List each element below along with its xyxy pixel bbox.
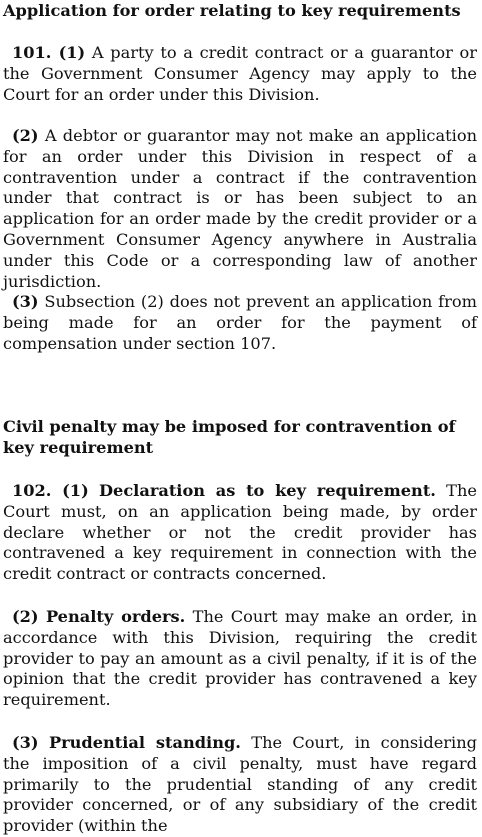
subsection-text: A debtor or guarantor may not make an application for an order under this Division in respect of a contravention under a contract if the contravention under that contract is or has been subject to an application for an order made by the credit provider or a Government Consumer Agency anywhere in Australia under this Code or a corresponding law of another jurisdiction. [3, 126, 477, 291]
section-101-heading: Application for order relating to key requirements [3, 1, 461, 20]
subsection-number: (3) [12, 292, 39, 311]
subsection-text: The Court, in considering the imposition of a civil penalty, must have regard primarily to the prudential standing of any credit provider concerned, or of any subsidiary of the credit provider (within the [3, 733, 477, 836]
subsection-title: Prudential standing. [48, 733, 241, 752]
subsection-number: (2) [12, 126, 39, 145]
subsection-text: A party to a credit contract or a guarantor or the Government Consumer Agency may apply to the Court for an order under this Division. [3, 43, 477, 104]
section-102-heading: Civil penalty may be imposed for contravention of key requirement [3, 417, 456, 457]
subsection-text: Subsection (2) does not prevent an application from being made for an order for the payment of compensation under section 107. [3, 292, 477, 353]
subsection-number: 101. (1) [12, 43, 86, 62]
subsection-title: Penalty orders. [45, 607, 186, 626]
section-101-subsection-1 [3, 43, 477, 105]
section-101-subsection-2 [3, 126, 477, 292]
subsection-text: The Court must, on an application being made, by order declare whether or not the credit provider has contravened a key requirement in connection with the credit contract or contracts concerned. [3, 481, 477, 584]
section-102-subsection-3 [3, 733, 477, 837]
subsection-title: Declaration as to key requirement. [98, 481, 436, 500]
subsection-number: 102. (1) [12, 481, 89, 500]
subsection-number: (3) [12, 733, 39, 752]
subsection-number: (2) [12, 607, 39, 626]
section-102-subsection-2 [3, 607, 477, 711]
section-102-subsection-1 [3, 481, 477, 585]
section-101-subsection-3 [3, 292, 477, 354]
subsection-text: The Court may make an order, in accordance with this Division, requiring the credit provider to pay an amount as a civil penalty, if it is of the opinion that the credit provider has contravened a key requirement. [3, 607, 477, 710]
